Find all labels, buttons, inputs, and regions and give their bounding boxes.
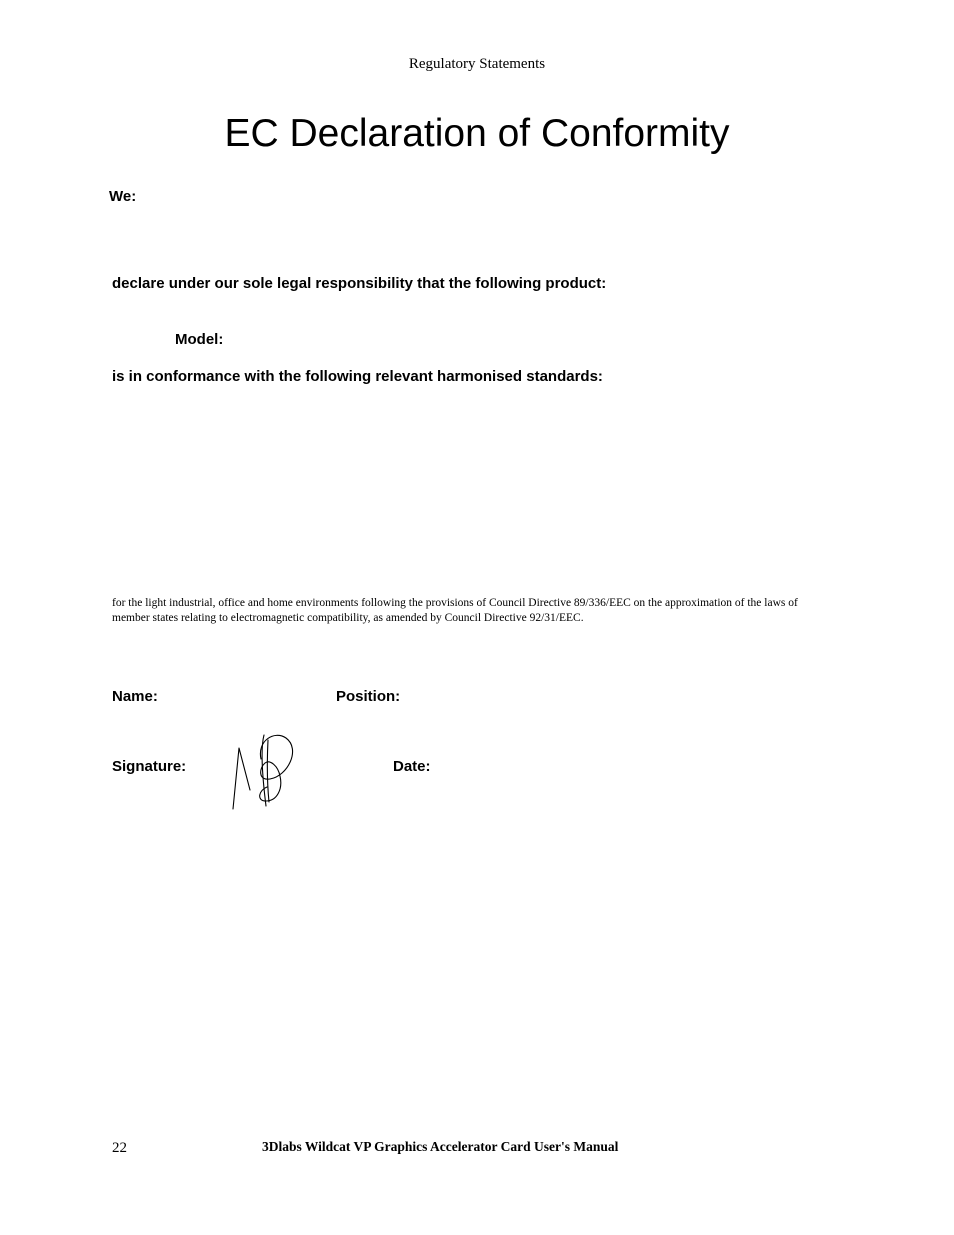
footer-manual-title: 3Dlabs Wildcat VP Graphics Accelerator Card User's Manual xyxy=(262,1139,619,1154)
signature-stroke xyxy=(233,748,250,809)
declaration-text: declare under our sole legal responsibility that the following product: xyxy=(112,275,607,292)
position-label: Position: xyxy=(336,688,401,705)
signature-label: Signature: xyxy=(112,758,187,775)
we-label: We: xyxy=(109,188,137,205)
name-label: Name: xyxy=(112,688,158,705)
page-title: EC Declaration of Conformity xyxy=(224,112,730,155)
date-label: Date: xyxy=(393,758,431,775)
running-header: Regulatory Statements xyxy=(408,56,546,72)
signature-stroke xyxy=(262,735,266,806)
handwritten-signature-image xyxy=(230,732,302,812)
directive-paragraph: for the light industrial, office and home environments following the provisions of Council Directive 89/336/EEC on the approximation of the laws of member states relating to electromagnetic compatibility, as amended by Council Directive 92/31/EEC. xyxy=(112,597,798,624)
page-number: 22 xyxy=(112,1140,127,1156)
signature-stroke xyxy=(267,740,269,802)
conformance-text: is in conformance with the following relevant harmonised standards: xyxy=(112,368,603,385)
model-label: Model: xyxy=(175,331,224,348)
